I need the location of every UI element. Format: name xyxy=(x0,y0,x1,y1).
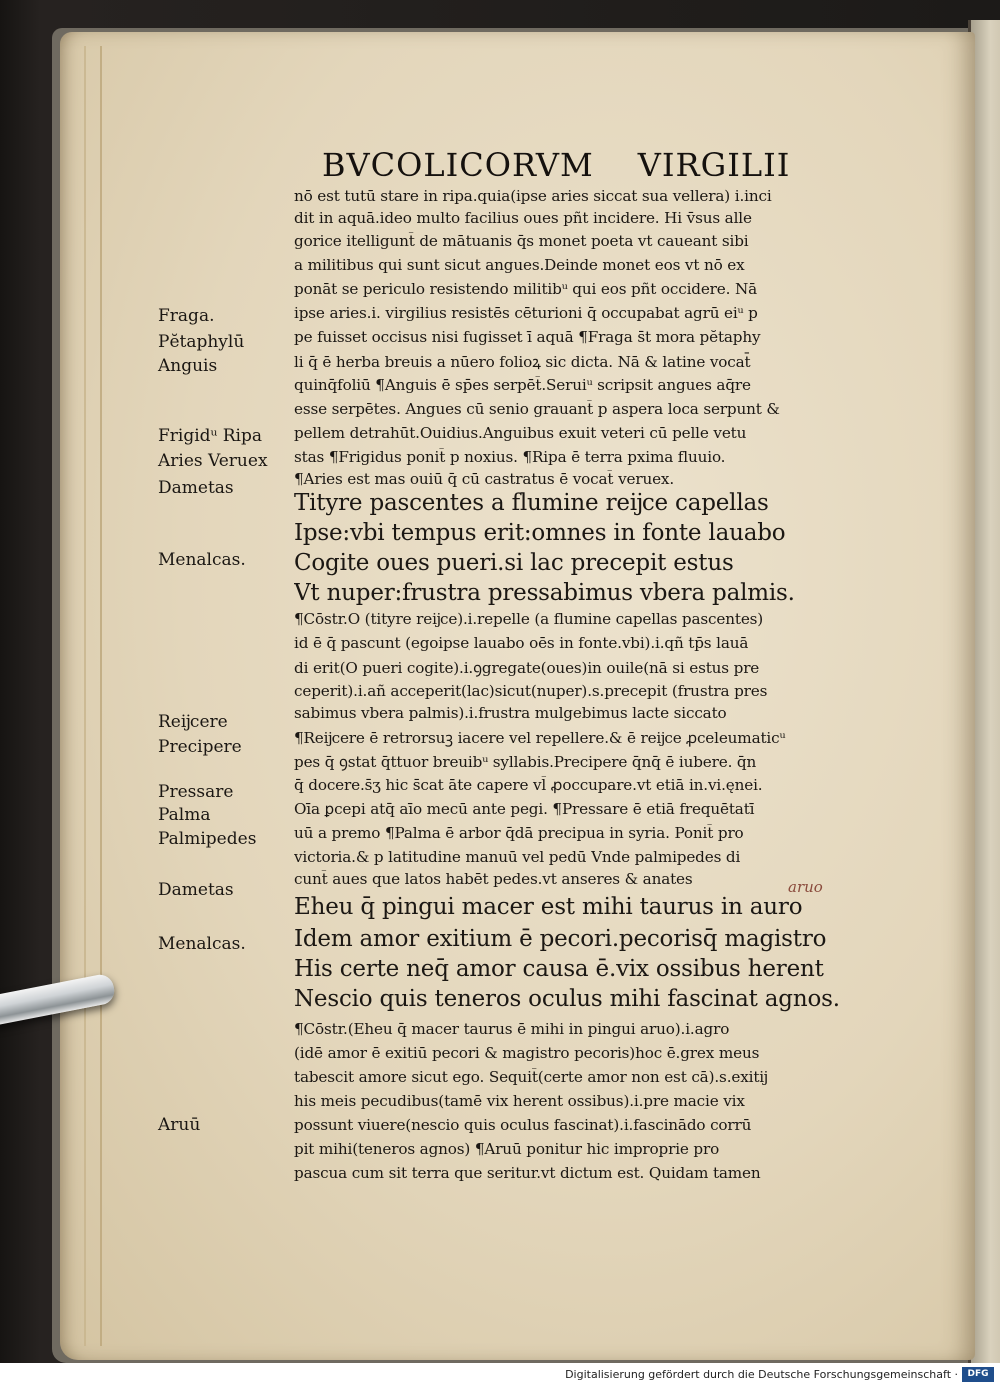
verse-line: Vt nuper:frustra pressabimus vbera palmis. xyxy=(294,580,795,606)
margin-label: Pĕtaphylū xyxy=(158,332,245,352)
margin-label: Pressare xyxy=(158,782,234,802)
text-line: pes q̄ ꝯstat q̄ttuor breuibᵘ syllabis.Precipere q̄nq̄ ē iubere. q̄n xyxy=(294,753,757,771)
text-line: (idē amor ē exitiū pecori & magistro pecoris)hoc ē.grex meus xyxy=(294,1044,760,1062)
text-line: esse serpētes. Angues cū senio grauant̄ p aspera loca serpunt & xyxy=(294,400,780,418)
footer-credit: Digitalisierung gefördert durch die Deutsche Forschungsgemeinschaft · xyxy=(565,1368,958,1381)
margin-label: Menalcas. xyxy=(158,550,246,570)
text-line: ceperit).i.añ acceperit(lac)sicut(nuper).s.precepit (frustra pres xyxy=(294,682,768,700)
margin-label: Frigidᵘ Ripa xyxy=(158,426,263,446)
text-line: pellem detrahūt.Ouidius.Anguibus exuit veteri cū pelle vetu xyxy=(294,424,747,442)
text-line: stas ¶Frigidus ponit̄ p noxius. ¶Ripa ē terra pxima fluuio. xyxy=(294,448,726,466)
text-line: ¶Aries est mas ouiū q̄ cū castratus ē vocat̄ veruex. xyxy=(294,470,675,488)
margin-label: Palmipedes xyxy=(158,829,257,849)
text-line: victoria.& p latitudine manuū vel pedū Vnde palmipedes di xyxy=(294,848,741,866)
margin-label: Dametas xyxy=(158,478,234,498)
text-line: dit in aquā.ideo multo facilius oues pñt incidere. Hi v̄sus alle xyxy=(294,209,752,227)
dfg-logo: DFG xyxy=(962,1367,994,1382)
margin-label: Fraga. xyxy=(158,306,215,326)
page-stack-edge xyxy=(84,46,102,1346)
text-line: cunt̄ aues que latos habēt pedes.vt anseres & anates xyxy=(294,870,693,888)
text-line: di erit(O pueri cogite).i.ꝯgregate(oues)in ouile(nā si estus pre xyxy=(294,659,760,677)
text-line: pit mihi(teneros agnos) ¶Aruū ponitur hic improprie pro xyxy=(294,1140,720,1158)
verse-line: Tityre pascentes a flumine reĳce capellas xyxy=(294,490,769,516)
header-right: VIRGILII xyxy=(637,146,791,184)
verse-line: Idem amor exitium ē pecori.pecorisq̄ magistro xyxy=(294,926,827,952)
text-line: ¶Reĳcere ē retrorsuꝫ iacere vel repellere.& ē reĳce ꝓceleumaticᵘ xyxy=(294,729,786,747)
text-line: pe fuisset occisus nisi fugisset ī aquā ¶Fraga s̄t mora pĕtaphy xyxy=(294,328,761,346)
margin-label: Anguis xyxy=(158,356,218,376)
margin-label: Dametas xyxy=(158,880,234,900)
text-line: gorice itelligunt̄ de mātuanis q̄s monet poeta vt caueant sibi xyxy=(294,232,749,250)
margin-label: Menalcas. xyxy=(158,934,246,954)
text-line: quinq̄foliū ¶Anguis ē sp̄es serpēt̄.Seruiᵘ scripsit angues aq̄re xyxy=(294,376,751,394)
verse-line: Nescio quis teneros oculus mihi fascinat agnos. xyxy=(294,986,840,1012)
text-line: pascua cum sit terra que seritur.vt dictum est. Quidam tamen xyxy=(294,1164,761,1182)
text-line: possunt viuere(nescio quis oculus fascinat).i.fascinādo corrū xyxy=(294,1116,752,1134)
text-line: q̄ docere.s̄ʒ hic s̄cat āte capere vl̄ ꝓoccupare.vt etiā in.vi.ęnei. xyxy=(294,776,763,794)
text-line: ponāt se periculo resistendo militibᵘ qui eos pñt occidere. Nā xyxy=(294,280,758,298)
footer-bar xyxy=(0,1363,1000,1387)
margin-label: Aruū xyxy=(158,1115,201,1135)
text-line: ipse aries.i. virgilius resistēs cēturioni q̄ occupabat agrū eiᵘ p xyxy=(294,304,758,322)
text-line: a militibus qui sunt sicut angues.Deinde monet eos vt nō ex xyxy=(294,256,745,274)
text-line: tabescit amore sicut ego. Sequit̄(certe amor non est cā).s.exitĳ xyxy=(294,1068,768,1086)
verse-line: Eheu q̄ pingui macer est mihi taurus in auro xyxy=(294,894,803,920)
text-line: li q̄ ē herba breuis a nūero folioꝝ sic dicta. Nā & latine vocat̄ xyxy=(294,353,751,371)
margin-label: Aries Veruex xyxy=(158,451,268,471)
handwritten-annotation: aruo xyxy=(788,878,823,896)
verse-line: His certe neq̄ amor causa ē.vix ossibus herent xyxy=(294,956,824,982)
text-line: nō est tutū stare in ripa.quia(ipse aries siccat sua vellera) i.inci xyxy=(294,187,772,205)
margin-label: Palma xyxy=(158,805,211,825)
running-header xyxy=(322,146,842,184)
margin-label: Precipere xyxy=(158,737,242,757)
text-line: id ē q̄ pascunt (egoipse lauabo oēs in fonte.vbi).i.qñ tp̄s lauā xyxy=(294,634,749,652)
text-line: ¶Cōstr.O (tityre reĳce).i.repelle (a flumine capellas pascentes) xyxy=(294,610,764,628)
verse-line: Cogite oues pueri.si lac precepit estus xyxy=(294,550,734,576)
text-line: his meis pecudibus(tamē vix herent ossibus).i.pre macie vix xyxy=(294,1092,745,1110)
text-line: ¶Cōstr.(Eheu q̄ macer taurus ē mihi in pingui aruo).i.agro xyxy=(294,1020,730,1038)
text-line: Oīa ꝑcepi atq̄ aīo mecū ante pegi. ¶Pressare ē etiā frequētatī xyxy=(294,800,755,818)
text-line: sabimus vbera palmis).i.frustra mulgebimus lacte siccato xyxy=(294,704,727,722)
verse-line: Ipse:vbi tempus erit:omnes in fonte lauabo xyxy=(294,520,786,546)
header-left: BVCOLICORVM xyxy=(322,146,594,184)
text-line: uū a premo ¶Palma ē arbor q̄dā precipua in syria. Ponit̄ pro xyxy=(294,824,744,842)
margin-label: Reĳcere xyxy=(158,712,228,732)
